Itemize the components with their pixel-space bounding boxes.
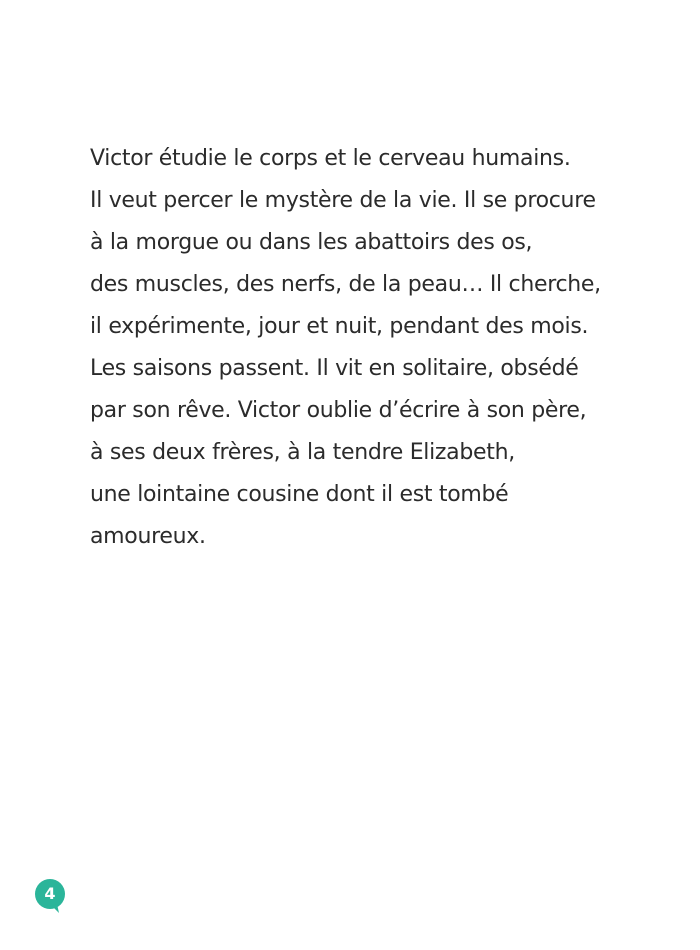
text-line: Victor étudie le corps et le cerveau humains.: [90, 146, 571, 171]
text-line: des muscles, des nerfs, de la peau… Il cherche,: [90, 272, 601, 297]
text-line: amoureux.: [90, 524, 206, 549]
text-line: une lointaine cousine dont il est tombé: [90, 482, 509, 507]
text-line: il expérimente, jour et nuit, pendant des mois.: [90, 314, 589, 339]
page-number-badge: [35, 879, 65, 909]
page-number: 4: [44, 884, 56, 903]
text-line: à la morgue ou dans les abattoirs des os,: [90, 230, 533, 255]
body-text: [90, 138, 670, 558]
text-line: Les saisons passent. Il vit en solitaire, obsédé: [90, 356, 579, 381]
text-line: par son rêve. Victor oublie d’écrire à son père,: [90, 398, 587, 423]
text-line: à ses deux frères, à la tendre Elizabeth,: [90, 440, 515, 465]
text-line: Il veut percer le mystère de la vie. Il se procure: [90, 188, 596, 213]
